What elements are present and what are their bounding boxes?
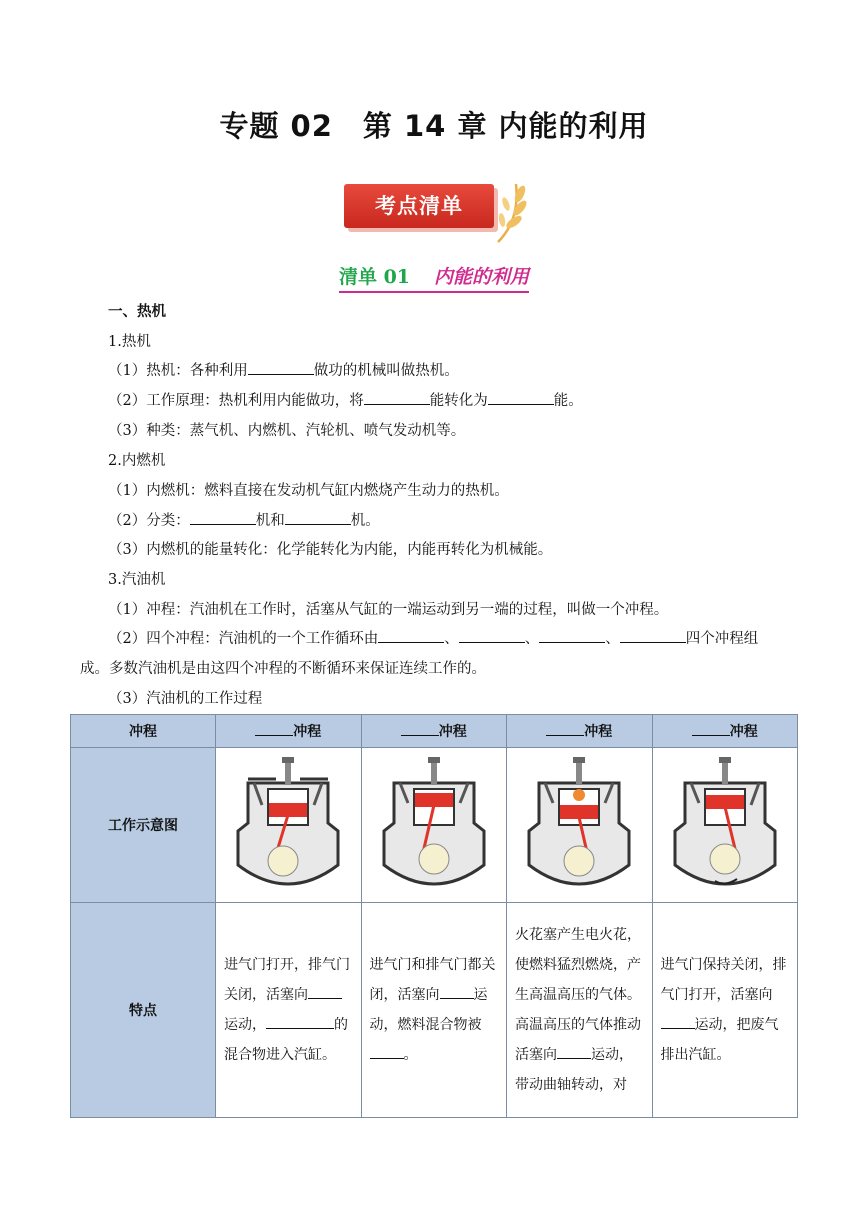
header-cell: 冲程 — [71, 715, 216, 748]
engine-intake-icon — [228, 753, 348, 893]
fill-blank — [539, 628, 605, 643]
header-cell: 冲程 — [361, 715, 507, 748]
feature-cell: 进气门保持关闭，排气门打开，活塞向运动，把废气排出汽缸。 — [652, 903, 798, 1118]
fill-blank — [364, 390, 430, 405]
fill-blank — [378, 628, 444, 643]
text-line: 成。多数汽油机是由这四个冲程的不断循环来保证连续工作的。 — [80, 661, 486, 677]
header-cell: 冲程 — [652, 715, 798, 748]
feature-cell: 火花塞产生电火花，使燃料猛烈燃烧，产生高温高压的气体。高温高压的气体推动活塞向 运动，带动曲轴转动，对 — [507, 903, 653, 1118]
fill-blank — [459, 628, 525, 643]
section-title: 内能的利用 — [434, 266, 530, 288]
engine-diagram-cell — [361, 748, 507, 903]
subheading-1: 1.热机 — [108, 334, 151, 350]
fill-blank — [285, 510, 351, 525]
engine-exhaust-icon — [665, 753, 785, 893]
header-cell: 冲程 — [507, 715, 653, 748]
text-line: （1）内燃机：燃料直接在发动机气缸内燃烧产生动力的热机。 — [108, 483, 509, 499]
subheading-2: 2.内燃机 — [108, 453, 166, 469]
engine-diagram-cell — [652, 748, 798, 903]
engine-diagram-cell — [216, 748, 362, 903]
engine-power-icon — [519, 753, 639, 893]
text-line: （2）分类： 机和 机。 — [108, 509, 380, 530]
engine-compression-icon — [374, 753, 494, 893]
heading-heat-engine: 一、热机 — [108, 304, 166, 320]
row-label: 工作示意图 — [71, 748, 216, 903]
row-label: 特点 — [71, 903, 216, 1118]
table-row — [71, 903, 798, 1118]
badge — [340, 178, 536, 246]
fill-blank — [190, 510, 256, 525]
fill-blank — [248, 360, 314, 375]
text-line: （3）种类：蒸气机、内燃机、汽轮机、喷气发动机等。 — [108, 423, 466, 439]
section-heading — [0, 262, 868, 293]
subheading-3: 3.汽油机 — [108, 572, 166, 588]
feature-cell: 进气门打开，排气门关闭，活塞向运动， 的混合物进入汽缸。 — [216, 903, 362, 1118]
text-line: （1）热机：各种利用 做功的机械叫做热机。 — [108, 359, 459, 380]
table-row — [71, 715, 798, 748]
table-row — [71, 748, 798, 903]
engine-diagram-cell — [507, 748, 653, 903]
fill-blank — [488, 390, 554, 405]
laurel-icon — [490, 180, 530, 244]
text-line: （2）工作原理：热机利用内能做功，将 能转化为 能。 — [108, 389, 583, 410]
header-cell: 冲程 — [216, 715, 362, 748]
text-line: （3）内燃机的能量转化：化学能转化为内能，内能再转化为机械能。 — [108, 542, 553, 558]
section-number: 清单 01 — [338, 266, 411, 288]
text-line: （3）汽油机的工作过程 — [108, 691, 263, 707]
fill-blank — [620, 628, 686, 643]
badge-label: 考点清单 — [375, 194, 463, 218]
feature-cell: 进气门和排气门都关闭，活塞向 运动，燃料混合物被。 — [361, 903, 507, 1118]
page-title: 专题 02 第 14 章 内能的利用 — [219, 109, 649, 143]
text-line: （1）冲程：汽油机在工作时，活塞从气缸的一端运动到另一端的过程，叫做一个冲程。 — [108, 602, 669, 618]
stroke-table — [70, 714, 798, 1118]
text-line: （2）四个冲程：汽油机的一个工作循环由 、 、 、 四个冲程组 — [108, 627, 758, 648]
